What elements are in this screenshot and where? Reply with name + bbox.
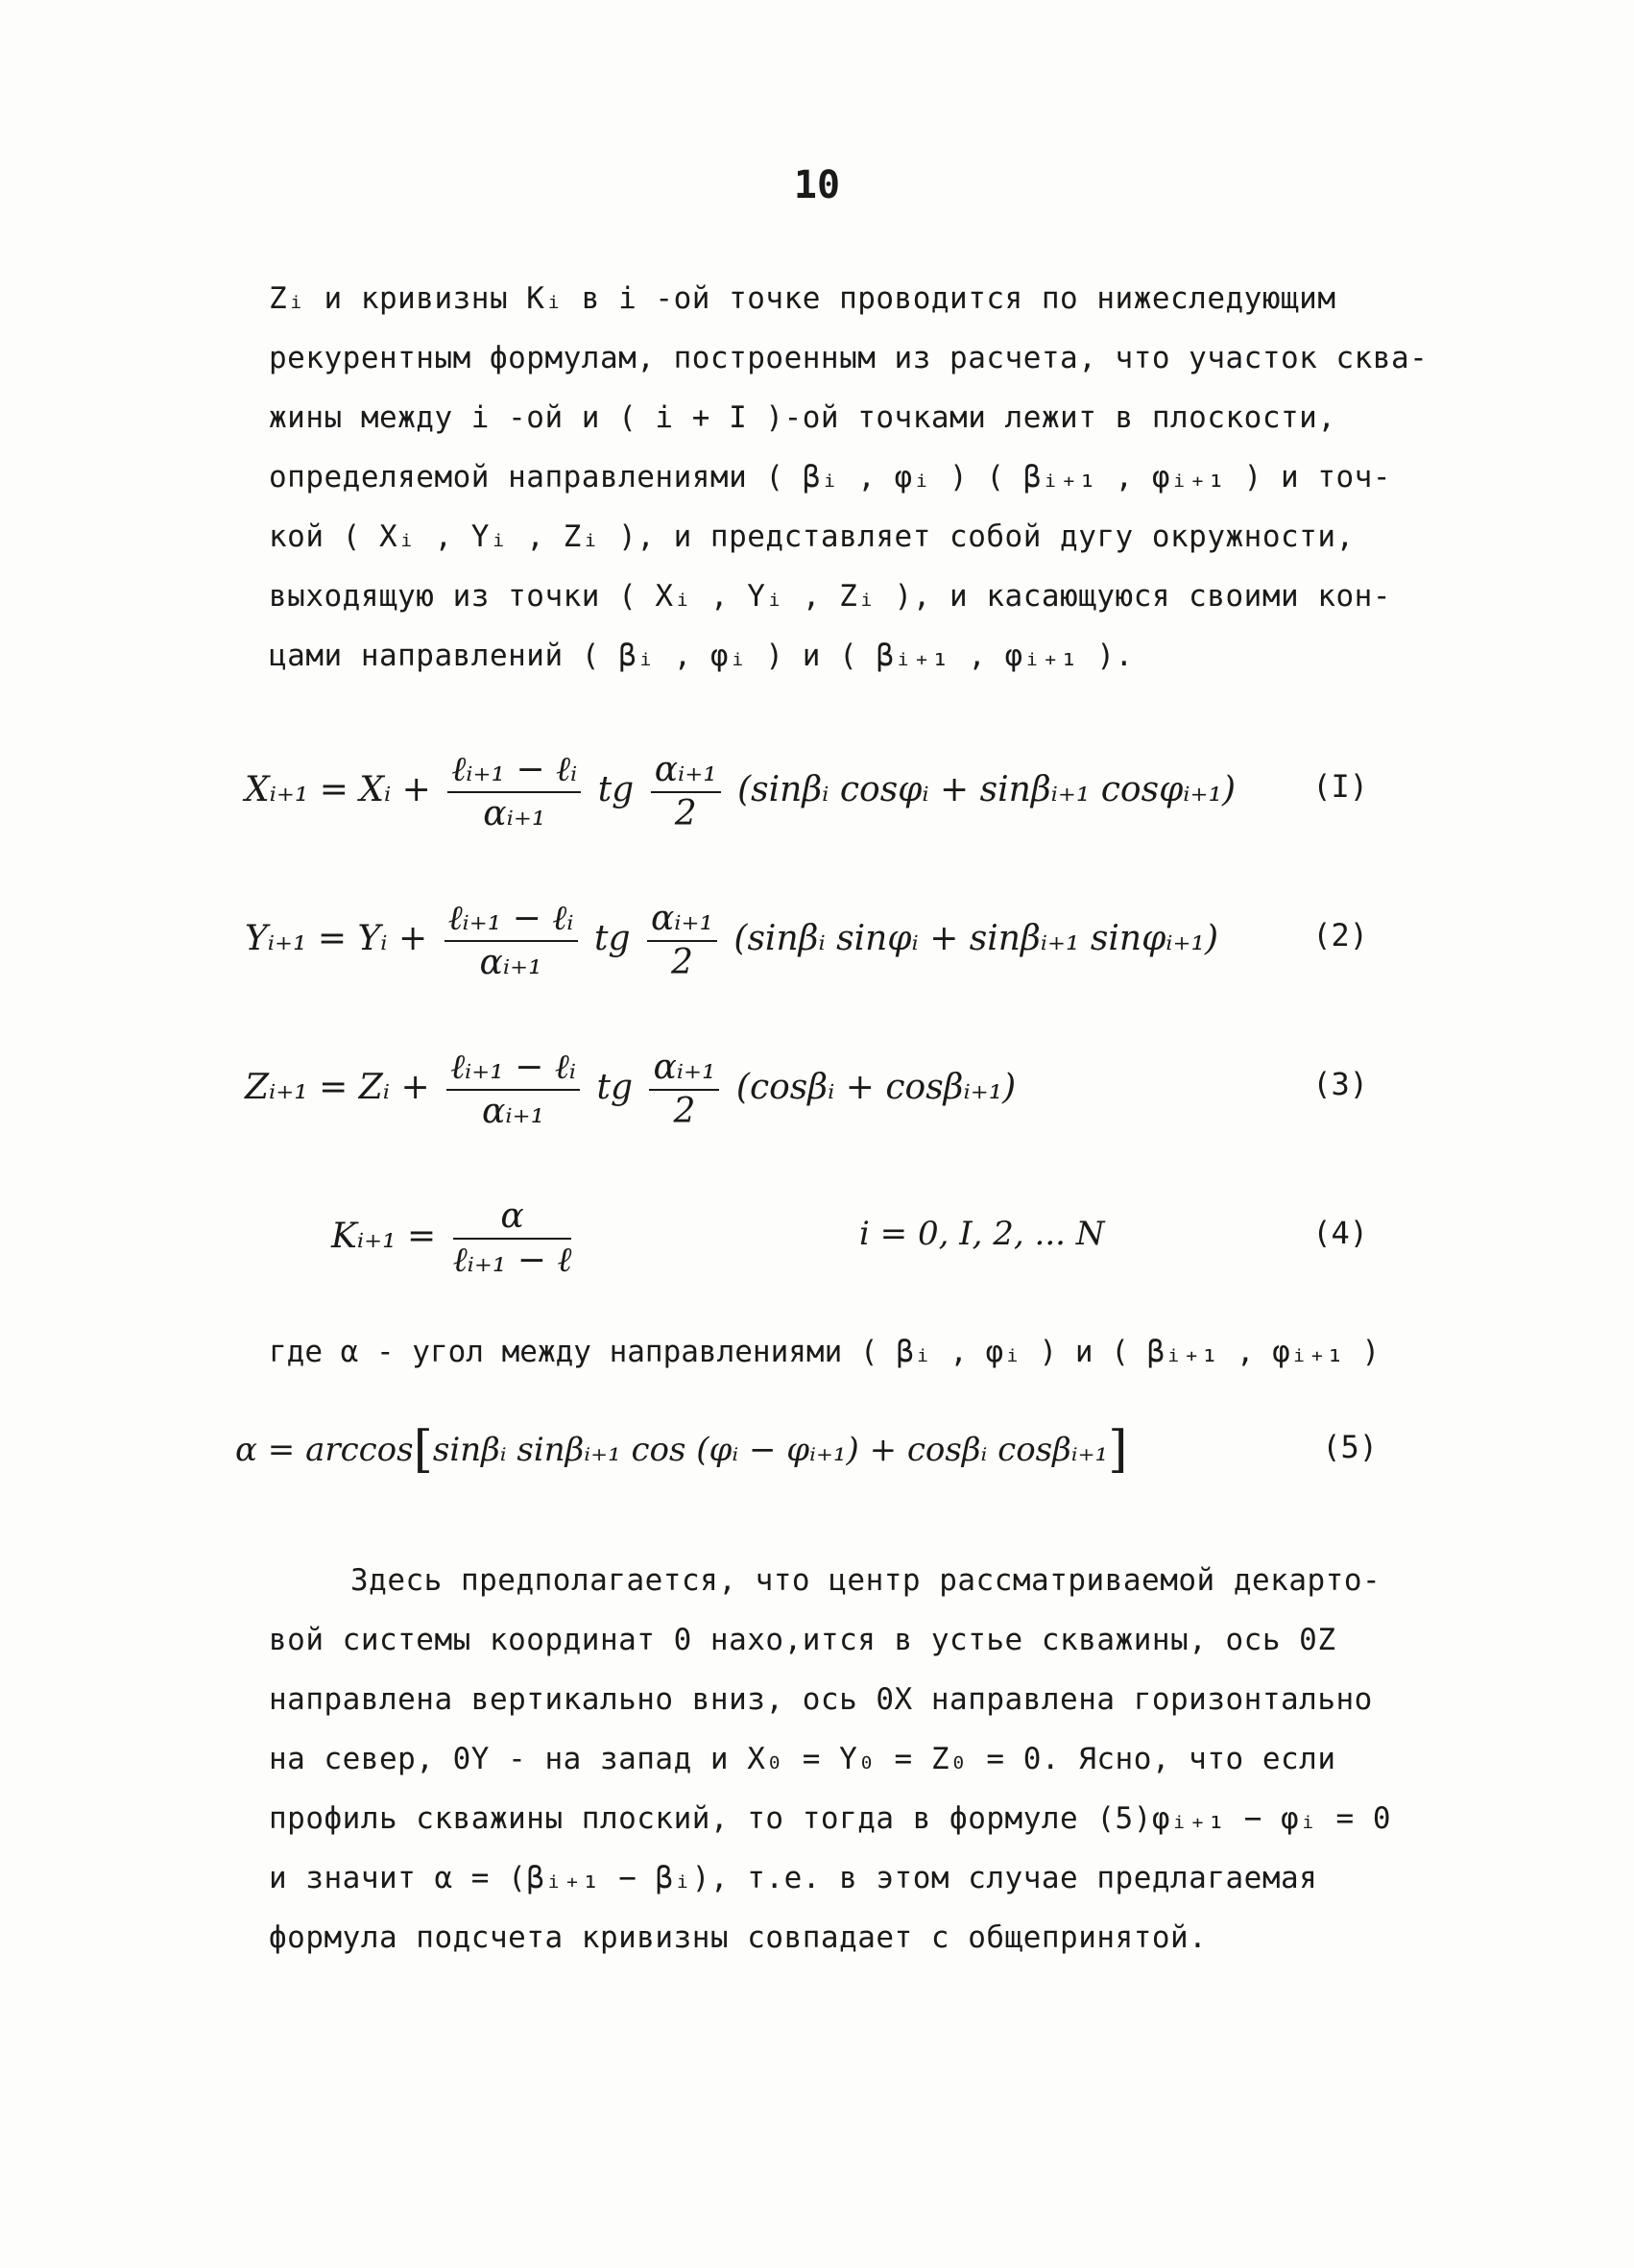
tg-operator: tg [593, 919, 631, 958]
text-line: Zᵢ и кривизны Kᵢ в i -ой точке проводится по нижеследующим [269, 281, 1336, 316]
fraction-numerator: αᵢ₊₁ [649, 1047, 719, 1091]
fraction [651, 749, 721, 835]
right-bracket: ] [1108, 1421, 1128, 1479]
formula-lhs: Kᵢ₊₁ = [331, 1217, 437, 1256]
text-line: рекурентным формулам, построенным из расчета, что участок сква- [269, 341, 1429, 375]
equation-number: (I) [1312, 768, 1368, 805]
text-line: на север, 0Y - на запад и X₀ = Y₀ = Z₀ = 0. Ясно, что если [269, 1742, 1336, 1776]
formula-lhs: Yᵢ₊₁ = Yᵢ + [245, 919, 428, 958]
fraction-denominator: 2 [671, 943, 693, 982]
fraction [453, 1195, 572, 1282]
left-bracket: [ [413, 1421, 433, 1479]
page-number: 10 [793, 163, 841, 207]
fraction-numerator: ℓᵢ₊₁ − ℓᵢ [445, 898, 578, 942]
fraction-numerator: ℓᵢ₊₁ − ℓᵢ [447, 749, 581, 793]
formula-5 [235, 1421, 1378, 1479]
text-line: выходящую из точки ( Xᵢ , Yᵢ , Zᵢ ), и касающуюся своими кон- [269, 579, 1391, 614]
formula-2 [245, 898, 1368, 994]
text-line: Здесь предполагается, что центр рассматриваемой декарто- [350, 1563, 1382, 1598]
formula-4 [245, 1195, 1368, 1291]
fraction [445, 898, 578, 984]
fraction-denominator: 2 [674, 794, 697, 833]
formula-lhs: α = arccos [235, 1431, 414, 1469]
fraction-numerator: α [453, 1195, 572, 1240]
fraction-numerator: αᵢ₊₁ [647, 898, 717, 942]
fraction [447, 749, 581, 835]
paragraph-intro [269, 269, 1429, 686]
formula-lhs: Xᵢ₊₁ = Xᵢ + [245, 770, 431, 809]
fraction-numerator: ℓᵢ₊₁ − ℓᵢ [446, 1047, 580, 1091]
text-line: кой ( Xᵢ , Yᵢ , Zᵢ ), и представляет собой дугу окружности, [269, 519, 1355, 554]
text-line: направлена вертикально вниз, ось 0X направлена горизонтально [269, 1682, 1373, 1717]
tg-operator: tg [596, 1068, 633, 1107]
text-line: цами направлений ( βᵢ , φᵢ ) и ( βᵢ₊₁ , φᵢ₊₁ ). [269, 639, 1134, 673]
equation-number: (2) [1312, 917, 1368, 953]
equation-number: (5) [1322, 1429, 1378, 1465]
fraction-numerator: αᵢ₊₁ [651, 749, 721, 793]
tg-operator: tg [597, 770, 635, 809]
fraction [649, 1047, 719, 1133]
equation-number: (4) [1312, 1215, 1368, 1251]
fraction-denominator: 2 [673, 1092, 696, 1131]
formula-rhs: (cosβᵢ + cosβᵢ₊₁) [735, 1068, 1017, 1107]
text-line: и значит α = (βᵢ₊₁ − βᵢ), т.е. в этом случае предлагаемая [269, 1861, 1318, 1895]
formula-1 [245, 749, 1368, 845]
fraction-denominator: αᵢ₊₁ [479, 943, 542, 982]
text-line: определяемой направлениями ( βᵢ , φᵢ ) ( βᵢ₊₁ , φᵢ₊₁ ) и точ- [269, 460, 1391, 495]
equation-number: (3) [1312, 1066, 1368, 1102]
fraction-denominator: ℓᵢ₊₁ − ℓ [452, 1241, 572, 1280]
formula-3 [245, 1047, 1368, 1143]
text-line: вой системы координат 0 нахо,ится в устье скважины, ось 0Z [269, 1623, 1336, 1657]
fraction [647, 898, 717, 984]
fraction-denominator: αᵢ₊₁ [482, 1092, 545, 1131]
text-line: формула подсчета кривизны совпадает с общепринятой. [269, 1920, 1208, 1955]
fraction [446, 1047, 580, 1133]
index-range: i = 0, I, 2, ... N [859, 1215, 1105, 1253]
paragraph-explanation [269, 1551, 1392, 1967]
definition-line: где α - угол между направлениями ( βᵢ , φᵢ ) и ( βᵢ₊₁ , φᵢ₊₁ ) [269, 1335, 1381, 1369]
formula-rhs: (sinβᵢ cosφᵢ + sinβᵢ₊₁ cosφᵢ₊₁) [737, 770, 1237, 809]
text-line: жины между i -ой и ( i + I )-ой точками лежит в плоскости, [269, 400, 1336, 435]
formula-body: sinβᵢ sinβᵢ₊₁ cos (φᵢ − φᵢ₊₁) + cosβᵢ cosβᵢ₊₁ [432, 1431, 1109, 1469]
formula-rhs: (sinβᵢ sinφᵢ + sinβᵢ₊₁ sinφᵢ₊₁) [733, 919, 1219, 958]
fraction-denominator: αᵢ₊₁ [483, 794, 546, 833]
text-line: профиль скважины плоский, то тогда в формуле (5)φᵢ₊₁ − φᵢ = 0 [269, 1801, 1391, 1836]
formula-lhs: Zᵢ₊₁ = Zᵢ + [245, 1068, 430, 1107]
